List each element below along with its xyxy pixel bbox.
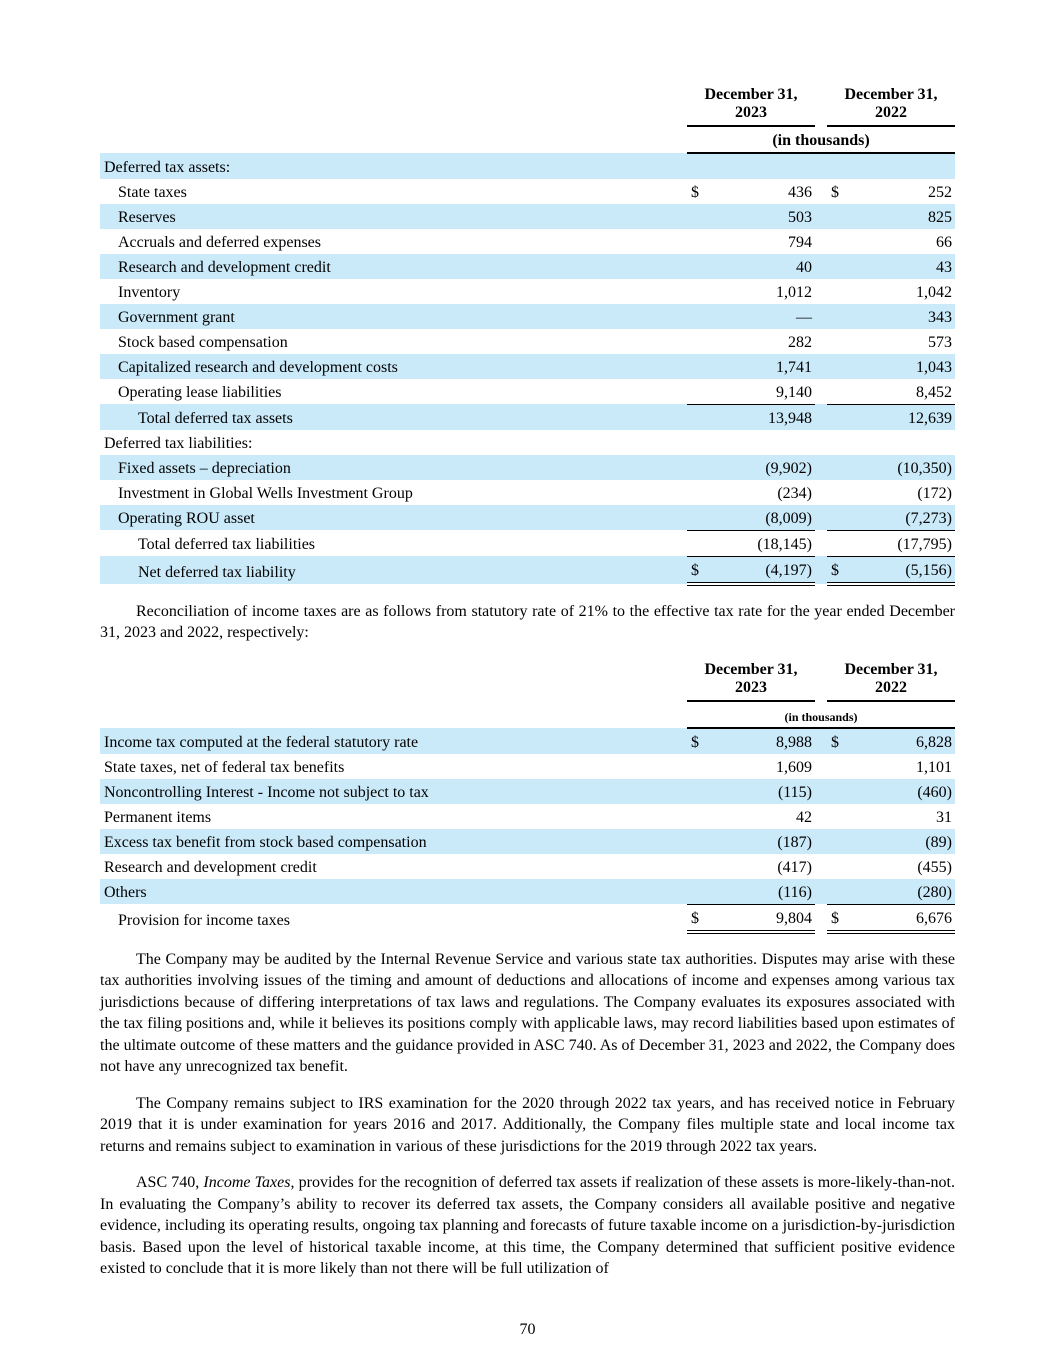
currency-cell [827, 829, 857, 854]
column-gap [815, 854, 827, 879]
table-row [100, 505, 955, 531]
row-label: Total deferred tax liabilities [138, 536, 316, 554]
column-gap [815, 404, 827, 430]
value-2023: 40 [717, 254, 815, 279]
value-2022: 12,639 [857, 404, 955, 430]
currency-cell [827, 779, 857, 804]
table-header-row [100, 659, 955, 701]
currency-cell [827, 254, 857, 279]
table-row [100, 229, 955, 254]
value-2022: 343 [857, 304, 955, 329]
value-2022: (455) [917, 858, 952, 876]
value-2023: 8,988 [717, 728, 815, 754]
column-gap [815, 329, 827, 354]
table-row [100, 879, 955, 905]
value-2022: 6,676 [857, 904, 955, 932]
column-gap [815, 304, 827, 329]
currency-cell [827, 404, 857, 430]
row-label: Deferred tax liabilities: [104, 434, 253, 452]
column-header-line1: December 31, [704, 660, 798, 678]
table-row [100, 754, 955, 779]
row-label: Net deferred tax liability [100, 556, 687, 584]
column-header-2022 [827, 659, 955, 701]
value-2022: 31 [936, 808, 952, 826]
currency-cell [827, 754, 857, 779]
column-gap [815, 556, 827, 584]
header-spacer [100, 84, 687, 126]
value-2023: 9,804 [717, 904, 815, 932]
tax-reconciliation-table [100, 659, 955, 934]
column-gap [815, 179, 827, 204]
currency-cell: $ [831, 183, 839, 201]
value-2022: 1,043 [857, 354, 955, 379]
column-header-line1: December 31, [704, 86, 798, 103]
currency-cell [827, 153, 857, 179]
currency-cell [827, 329, 857, 354]
table-row-total [100, 404, 955, 430]
table-row [100, 829, 955, 854]
table-row [100, 455, 955, 480]
asc740-title-italic: Income Taxes [203, 1174, 291, 1192]
currency-cell [687, 754, 717, 779]
column-gap [815, 728, 827, 754]
table-row [100, 804, 955, 829]
currency-cell [827, 455, 857, 480]
column-gap [815, 279, 827, 304]
value-2023: 282 [788, 333, 812, 351]
column-gap [815, 829, 827, 854]
currency-cell [687, 480, 717, 505]
value-2023: 1,741 [717, 354, 815, 379]
header-spacer [100, 126, 687, 153]
paragraph-reconciliation: Reconciliation of income taxes are as follows from statutory rate of 21% to the effective tax rate for the year ended December 31, 2023 and 2022, respectively: [100, 602, 955, 642]
currency-cell: $ [827, 556, 857, 584]
currency-cell [827, 530, 857, 556]
column-gap [815, 879, 827, 905]
paragraph-asc740 [100, 1172, 955, 1280]
currency-cell [827, 279, 857, 304]
row-label: Operating lease liabilities [118, 384, 282, 402]
column-gap [815, 754, 827, 779]
column-gap [815, 505, 827, 531]
table-row [100, 379, 955, 405]
row-label: State taxes, net of federal tax benefits [104, 758, 345, 776]
table-row [100, 304, 955, 329]
column-gap [815, 779, 827, 804]
column-gap [815, 354, 827, 379]
table-row [100, 329, 955, 354]
currency-cell [827, 204, 857, 229]
column-header-2022 [827, 84, 955, 126]
value-2023: (115) [717, 779, 815, 804]
paragraph-irs-examination: The Company remains subject to IRS examination for the 2020 through 2022 tax years, and has received notice in February 2019 that it is under examination for years 2016 and 2017. Additionally, the Company files multiple state and local income tax returns and remains subject to examination in various of these jurisdictions for the 2019 through 2022 tax years. [100, 1094, 955, 1155]
value-2022: (89) [857, 829, 955, 854]
currency-cell [827, 304, 857, 329]
row-label: Fixed assets – depreciation [100, 455, 687, 480]
currency-cell [687, 854, 717, 879]
row-label: Provision for income taxes [118, 911, 290, 929]
column-header-line2: 2023 [735, 103, 767, 121]
currency-cell [687, 829, 717, 854]
row-label: Accruals and deferred expenses [118, 233, 322, 251]
currency-cell: $ [691, 183, 699, 201]
currency-cell [827, 430, 857, 455]
column-gap [815, 659, 827, 701]
column-gap [815, 480, 827, 505]
table-row [100, 279, 955, 304]
currency-cell [827, 379, 857, 405]
column-gap [815, 84, 827, 126]
currency-cell [687, 304, 717, 329]
units-label: (in thousands) [687, 701, 955, 728]
value-2022: 43 [857, 254, 955, 279]
row-label: Others [100, 879, 687, 905]
currency-cell [827, 505, 857, 531]
value-2023 [717, 153, 815, 179]
currency-cell [687, 153, 717, 179]
column-header-2023 [687, 659, 815, 701]
value-2022: 1,042 [916, 283, 952, 301]
asc740-rest: , provides for the recognition of deferred tax assets if realization of these assets is more-likely-than-not. In evaluating the Company’s ability to recover its deferred tax assets, the Company considers all available positive and negative evidence, including its operating results, ongoing tax planning and forecasts of future taxable income on a jurisdiction-by-jurisdiction basis. Based upon the level of historical taxable income, at this time, the Company determined that sufficient positive evidence existed to conclude that it is more likely than not there will be full utilization of [100, 1174, 956, 1278]
value-2022: 8,452 [857, 379, 955, 405]
column-gap [815, 804, 827, 829]
table-row [100, 153, 955, 179]
table-row [100, 254, 955, 279]
currency-cell: $ [827, 904, 857, 932]
currency-cell [827, 879, 857, 905]
header-spacer [100, 659, 687, 701]
table-row [100, 430, 955, 455]
column-gap [815, 254, 827, 279]
column-gap [815, 204, 827, 229]
table-units-row [100, 701, 955, 728]
table-row [100, 204, 955, 229]
table-header-row [100, 84, 955, 126]
column-gap [815, 455, 827, 480]
column-header-line2: 2023 [735, 678, 767, 696]
column-header-line1: December 31, [844, 660, 938, 678]
row-label: Operating ROU asset [100, 505, 687, 531]
currency-cell [687, 804, 717, 829]
row-label: Total deferred tax assets [100, 404, 687, 430]
table-row-net-total [100, 556, 955, 584]
row-label: Income tax computed at the federal statutory rate [100, 728, 687, 754]
column-gap [815, 229, 827, 254]
value-2022: (280) [857, 879, 955, 905]
value-2022: (172) [917, 484, 952, 502]
table-row [100, 779, 955, 804]
value-2023: 1,609 [776, 758, 812, 776]
value-2022: 1,101 [916, 758, 952, 776]
value-2023: 9,140 [717, 379, 815, 405]
column-header-2023 [687, 84, 815, 126]
currency-cell [827, 354, 857, 379]
value-2022: (17,795) [857, 530, 955, 556]
row-label: Inventory [118, 283, 181, 301]
value-2022: 66 [936, 233, 952, 251]
value-2023: (187) [717, 829, 815, 854]
column-gap [815, 379, 827, 405]
value-2023: (4,197) [717, 556, 815, 584]
currency-cell [687, 779, 717, 804]
value-2023: 794 [788, 233, 812, 251]
table-row [100, 854, 955, 879]
value-2023: (234) [777, 484, 812, 502]
units-label: (in thousands) [687, 126, 955, 153]
value-2022: (7,273) [857, 505, 955, 531]
currency-cell: $ [687, 904, 717, 932]
currency-cell [827, 804, 857, 829]
value-2023: (9,902) [717, 455, 815, 480]
row-label: Research and development credit [100, 254, 687, 279]
value-2023: — [717, 304, 815, 329]
row-label: Government grant [100, 304, 687, 329]
value-2022: 6,828 [857, 728, 955, 754]
currency-cell [687, 430, 717, 455]
value-2022: (10,350) [857, 455, 955, 480]
value-2023: (116) [717, 879, 815, 905]
value-2022: 252 [928, 183, 952, 201]
deferred-tax-table [100, 84, 955, 586]
value-2022: (460) [857, 779, 955, 804]
currency-cell [687, 879, 717, 905]
row-label: Capitalized research and development costs [100, 354, 687, 379]
currency-cell [687, 229, 717, 254]
value-2023: 13,948 [717, 404, 815, 430]
currency-cell [687, 254, 717, 279]
table-row [100, 354, 955, 379]
currency-cell [687, 204, 717, 229]
value-2023: 436 [788, 183, 812, 201]
currency-cell: $ [827, 728, 857, 754]
currency-cell [687, 404, 717, 430]
value-2022 [857, 430, 955, 455]
value-2022 [857, 153, 955, 179]
value-2023: 42 [796, 808, 812, 826]
value-2022: 573 [928, 333, 952, 351]
currency-cell [827, 854, 857, 879]
column-header-line2: 2022 [875, 678, 907, 696]
row-label: Deferred tax assets: [100, 153, 687, 179]
row-label: State taxes [118, 183, 187, 201]
paragraph-audit: The Company may be audited by the Internal Revenue Service and various state tax authorities. Disputes may arise with these tax authorities involving issues of the timing and amount of deductions and allocations of income and expenses among various tax jurisdictions because of differing interpretations of tax laws and regulations. The Company evaluates its exposures associated with the tax filing positions and, while it believes its positions comply with applicable laws, may record liabilities based upon estimates of the ultimate outcome of these matters and the guidance provided in ASC 740. As of December 31, 2023 and 2022, the Company does not have any unrecognized tax benefit. [100, 950, 955, 1076]
column-header-line2: 2022 [875, 103, 907, 121]
currency-cell [687, 354, 717, 379]
value-2023: (18,145) [717, 530, 815, 556]
row-label: Research and development credit [104, 858, 317, 876]
currency-cell [827, 480, 857, 505]
currency-cell: $ [687, 556, 717, 584]
currency-cell [687, 505, 717, 531]
currency-cell [687, 530, 717, 556]
row-label: Permanent items [104, 808, 212, 826]
value-2023 [717, 430, 815, 455]
currency-cell [687, 279, 717, 304]
currency-cell [687, 455, 717, 480]
value-2023: (417) [777, 858, 812, 876]
row-label: Noncontrolling Interest - Income not subject to tax [100, 779, 687, 804]
currency-cell [687, 379, 717, 405]
row-label: Reserves [100, 204, 687, 229]
column-gap [815, 904, 827, 932]
column-header-line1: December 31, [844, 86, 938, 103]
table-units-row [100, 126, 955, 153]
table-row-total [100, 530, 955, 556]
value-2023: 1,012 [776, 283, 812, 301]
currency-cell [687, 329, 717, 354]
column-gap [815, 430, 827, 455]
header-spacer [100, 701, 687, 728]
row-label: Investment in Global Wells Investment Group [118, 484, 413, 502]
table-row [100, 179, 955, 204]
value-2023: (8,009) [717, 505, 815, 531]
table-row-total [100, 904, 955, 932]
column-gap [815, 530, 827, 556]
page-number: 70 [519, 1321, 536, 1338]
value-2022: 825 [857, 204, 955, 229]
currency-cell [827, 229, 857, 254]
value-2022: (5,156) [857, 556, 955, 584]
row-label: Stock based compensation [118, 333, 288, 351]
table-row [100, 480, 955, 505]
asc740-prefix: ASC 740, [136, 1174, 204, 1192]
currency-cell: $ [687, 728, 717, 754]
row-label: Excess tax benefit from stock based compensation [100, 829, 687, 854]
column-gap [815, 153, 827, 179]
value-2023: 503 [717, 204, 815, 229]
table-row [100, 728, 955, 754]
